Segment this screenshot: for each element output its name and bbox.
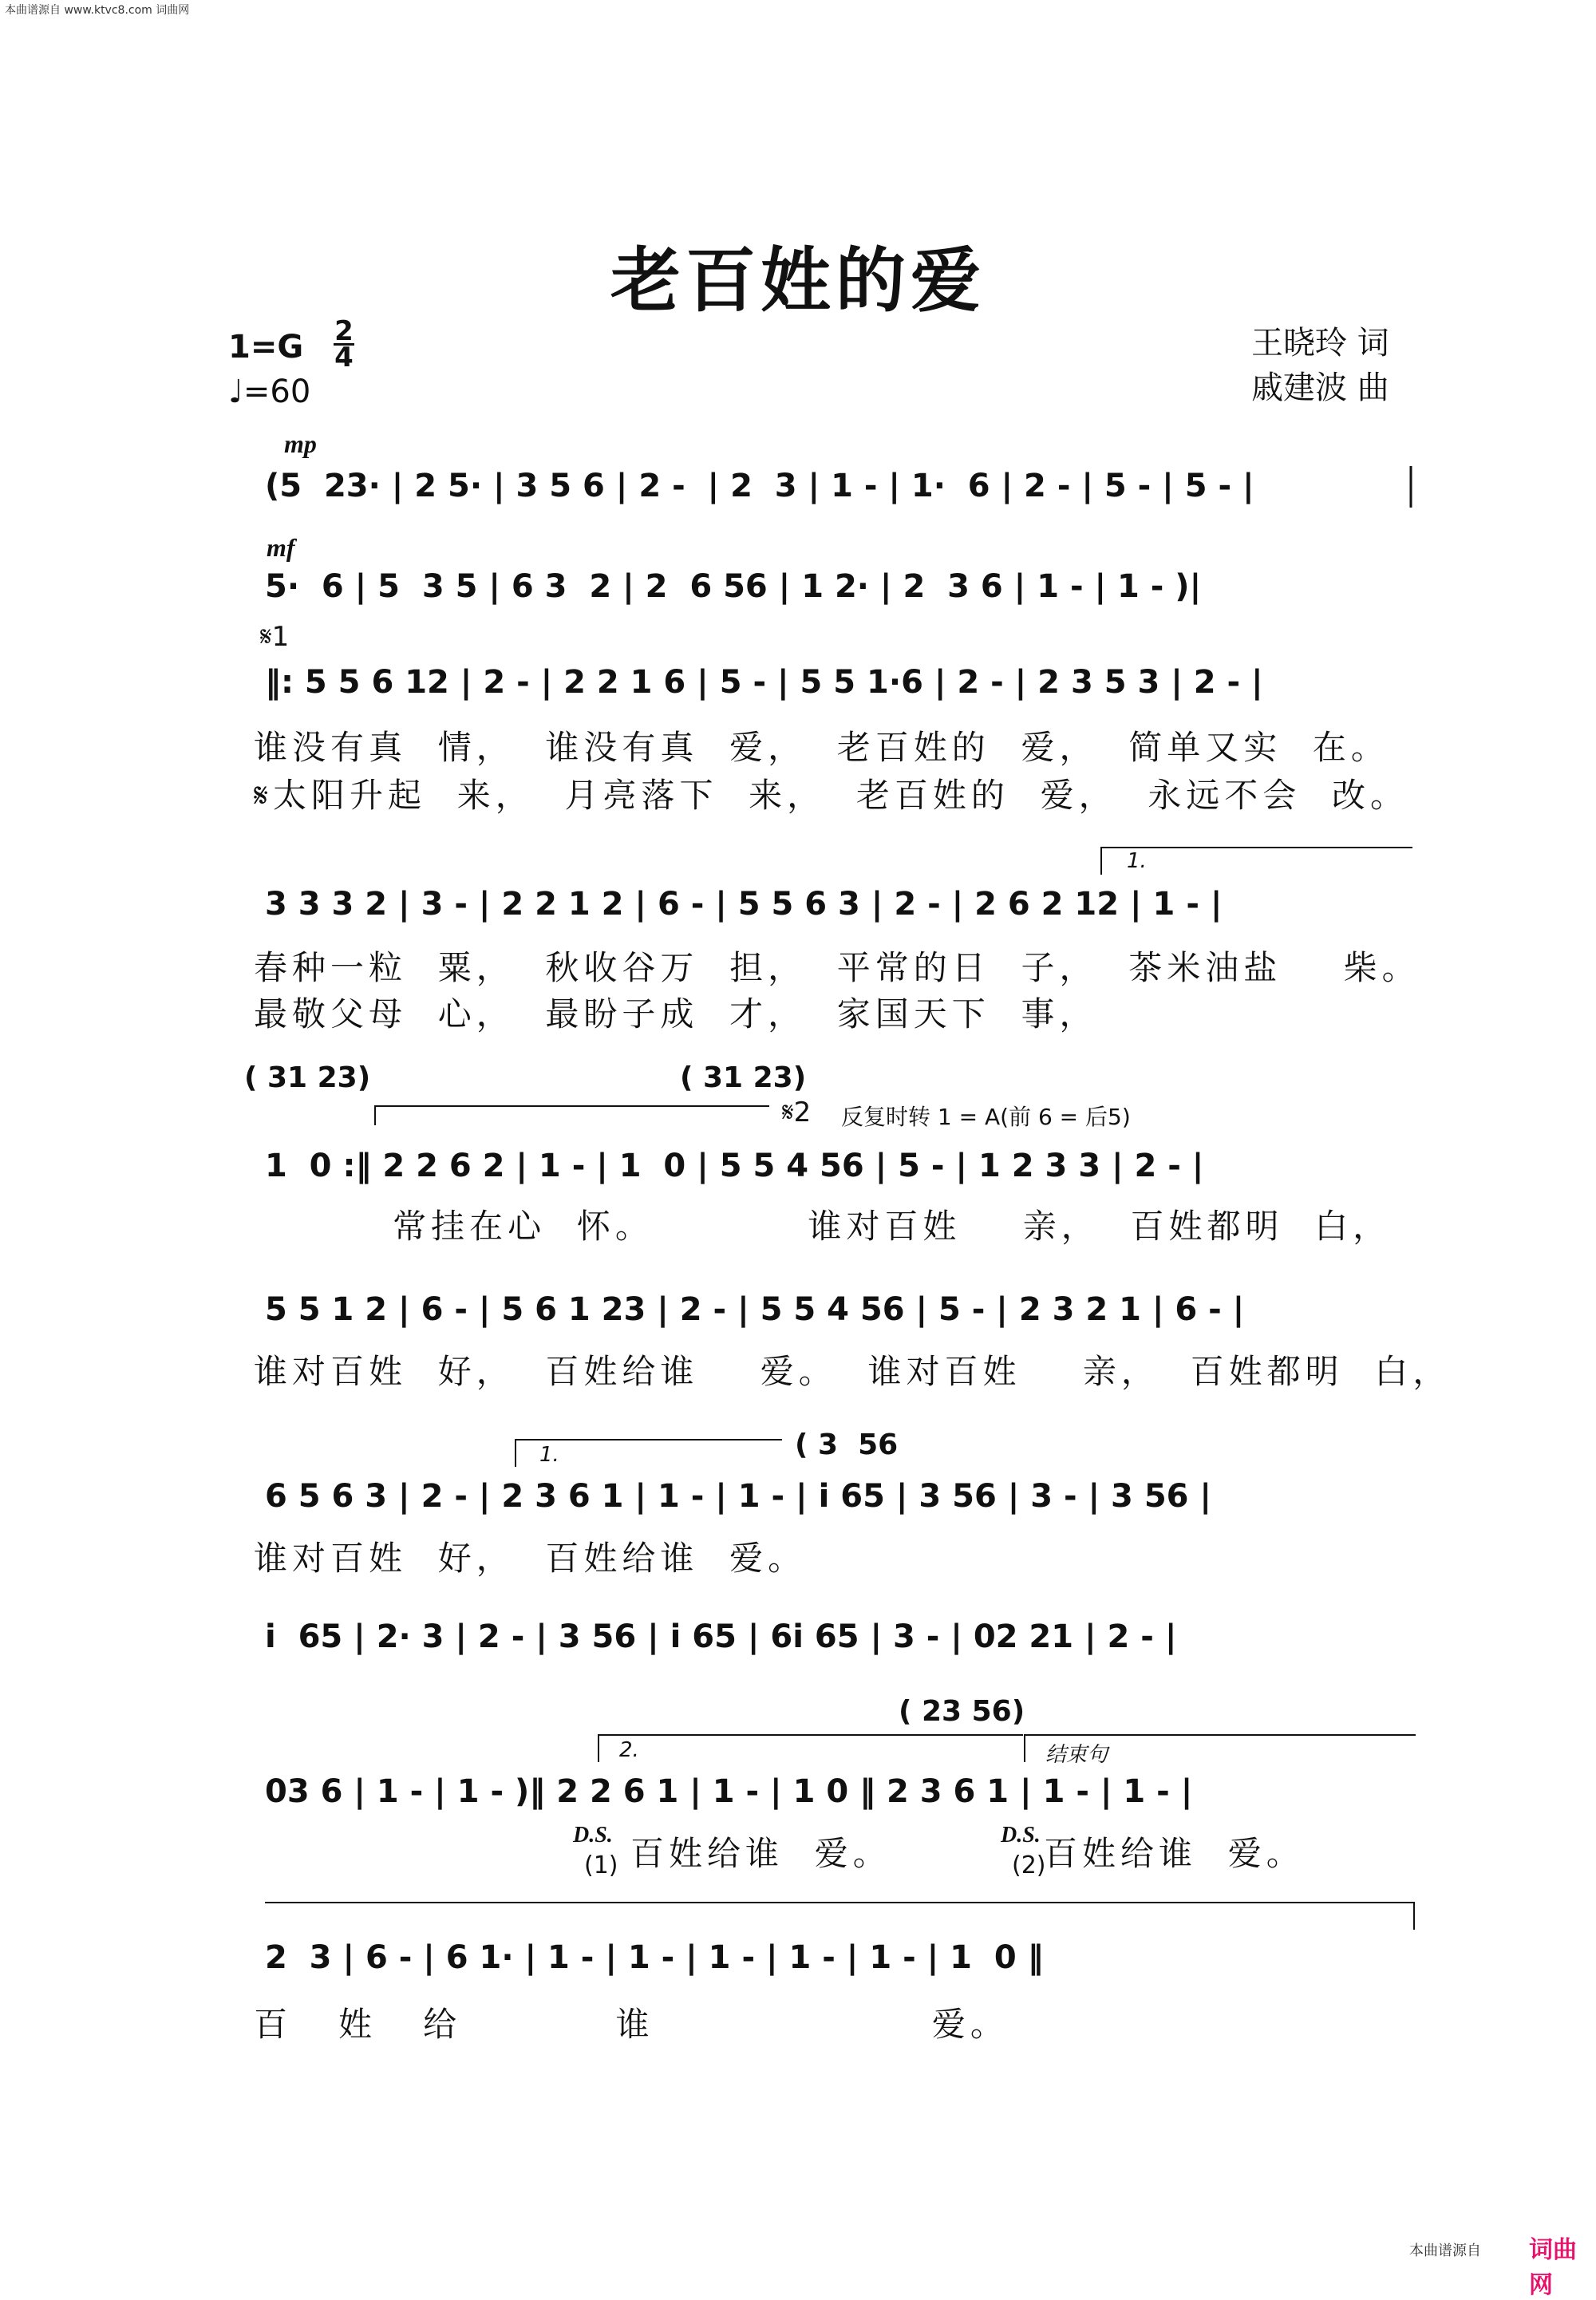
staff-row-7 bbox=[254, 1473, 1412, 1521]
staff-row-3 bbox=[254, 659, 1412, 707]
lyricist-credit: 王晓玲 词 bbox=[1251, 325, 1389, 362]
ds-mark-1-num: (1) bbox=[584, 1851, 618, 1879]
staff-row-1 bbox=[254, 463, 1412, 511]
bracketed-notes-a: ( 31 23) bbox=[244, 1061, 371, 1094]
notes-row-2: 5· 6 | 5 3 5 | 6 3 2 | 2 6 56 | 1 2· | 2 3 6 | 1 - | 1 - )| bbox=[265, 568, 1202, 605]
staff-row-2 bbox=[254, 563, 1412, 611]
lyrics-row-4a: 春种一粒 粟， 秋收谷万 担， 平常的日 子， 茶米油盐 柴。 bbox=[254, 948, 1420, 987]
ending-label: 结束句 bbox=[1045, 1743, 1108, 1767]
staff-row-5 bbox=[254, 1143, 1412, 1191]
segno-2: 𝄋2 bbox=[782, 1097, 812, 1128]
staff-row-8 bbox=[254, 1614, 1412, 1662]
volta-label-1: 1. bbox=[1127, 849, 1147, 873]
key-signature: 1=G bbox=[228, 329, 304, 366]
notes-row-4: 3 3 3 2 | 3 - | 2 2 1 2 | 6 - | 5 5 6 3 | 2 - | 2 6 2 12 | 1 - | bbox=[265, 886, 1223, 923]
time-numerator: 2 bbox=[334, 315, 354, 347]
tempo-mark: ♩=60 bbox=[228, 373, 311, 410]
bottom-watermark: 本曲谱源自 bbox=[1409, 2243, 1481, 2259]
volta-label-2: 2. bbox=[619, 1738, 639, 1762]
top-watermark: 本曲谱源自 www.ktvc8.com 词曲网 bbox=[5, 4, 190, 17]
ds-mark-2-num: (2) bbox=[1012, 1851, 1046, 1879]
staff-row-4 bbox=[254, 881, 1412, 929]
brand-watermark: 词曲网 bbox=[1529, 2236, 1577, 2299]
notes-row-3: ‖: 5 5 6 12 | 2 - | 2 2 1 6 | 5 - | 5 5 1·6 | 2 - | 2 3 5 3 | 2 - | bbox=[265, 664, 1263, 701]
modulation-note: 反复时转 1 = A(前 6 = 后5) bbox=[841, 1104, 1131, 1130]
ds-mark-1: D.S. bbox=[573, 1823, 613, 1848]
notes-row-9: 03 6 | 1 - | 1 - )‖ 2 2 6 1 | 1 - | 1 0 ‖ 2 3 6 1 | 1 - | 1 - | bbox=[265, 1773, 1193, 1810]
lyrics-row-5: 常挂在心 怀。 谁对百姓 亲， 百姓都明 白， bbox=[254, 1207, 1392, 1246]
notes-row-10: 2 3 | 6 - | 6 1· | 1 - | 1 - | 1 - | 1 - | 1 - | 1 0 ‖ bbox=[265, 1939, 1044, 1976]
lyrics-row-6: 谁对百姓 好， 百姓给谁 爱。 谁对百姓 亲， 百姓都明 白， bbox=[254, 1352, 1452, 1391]
staff-row-9 bbox=[254, 1768, 1412, 1816]
final-bracket bbox=[263, 1899, 1417, 1931]
lyrics-row-7: 谁对百姓 好， 百姓给谁 爱。 bbox=[254, 1539, 807, 1578]
song-title: 老百姓的爱 bbox=[610, 239, 986, 322]
notes-row-1: (5 23· | 2 5· | 3 5 6 | 2 - | 2 3 | 1 - | 1· 6 | 2 - | 5 - | 5 - | bbox=[265, 468, 1254, 504]
staff-row-6 bbox=[254, 1286, 1412, 1334]
time-denominator: 4 bbox=[334, 342, 354, 373]
lyrics-row-10: 百 姓 给 谁 爱。 bbox=[254, 2005, 1009, 2044]
lyrics-row-3a: 谁没有真 情， 谁没有真 爱， 老百姓的 爱， 简单又实 在。 bbox=[254, 728, 1389, 767]
dynamic-mp: mp bbox=[284, 429, 317, 458]
lyrics-row-9b: 百姓给谁 爱。 bbox=[1044, 1834, 1305, 1873]
bracketed-notes-b: ( 31 23) bbox=[680, 1061, 807, 1094]
notes-row-7: 6 5 6 3 | 2 - | 2 3 6 1 | 1 - | 1 - | i 65 | 3 56 | 3 - | 3 56 | bbox=[265, 1478, 1212, 1515]
volta-bracket-1 bbox=[1100, 844, 1416, 876]
lyrics-row-3b: 𝄋太阳升起 来， 月亮落下 来， 老百姓的 爱， 永远不会 改。 bbox=[254, 776, 1408, 815]
composer-credit: 戚建波 曲 bbox=[1251, 370, 1389, 406]
dynamic-mf: mf bbox=[267, 533, 295, 562]
notes-row-5: 1 0 :‖ 2 2 6 2 | 1 - | 1 0 | 5 5 4 56 | 5 - | 1 2 3 3 | 2 - | bbox=[265, 1148, 1204, 1184]
segno-1: 𝄋1 bbox=[260, 621, 290, 653]
staff-row-10 bbox=[254, 1934, 1412, 1982]
lyrics-row-9a: 百姓给谁 爱。 bbox=[630, 1834, 891, 1873]
notes-row-8: i 65 | 2· 3 | 2 - | 3 56 | i 65 | 6i 65 | 3 - | 02 21 | 2 - | bbox=[265, 1618, 1177, 1655]
ds-mark-2: D.S. bbox=[1001, 1823, 1041, 1848]
volta-bracket-4 bbox=[597, 1732, 1419, 1764]
volta-bracket-2 bbox=[373, 1103, 772, 1127]
time-signature bbox=[334, 315, 354, 373]
bracketed-notes-d: ( 23 56) bbox=[899, 1695, 1025, 1728]
lyrics-row-4b: 最敬父母 心， 最盼子成 才， 家国天下 事， bbox=[254, 994, 1098, 1033]
bracketed-notes-c: ( 3 56 bbox=[795, 1429, 899, 1461]
volta-label-1b: 1. bbox=[539, 1443, 559, 1467]
notes-row-6: 5 5 1 2 | 6 - | 5 6 1 23 | 2 - | 5 5 4 56 | 5 - | 2 3 2 1 | 6 - | bbox=[265, 1291, 1245, 1328]
